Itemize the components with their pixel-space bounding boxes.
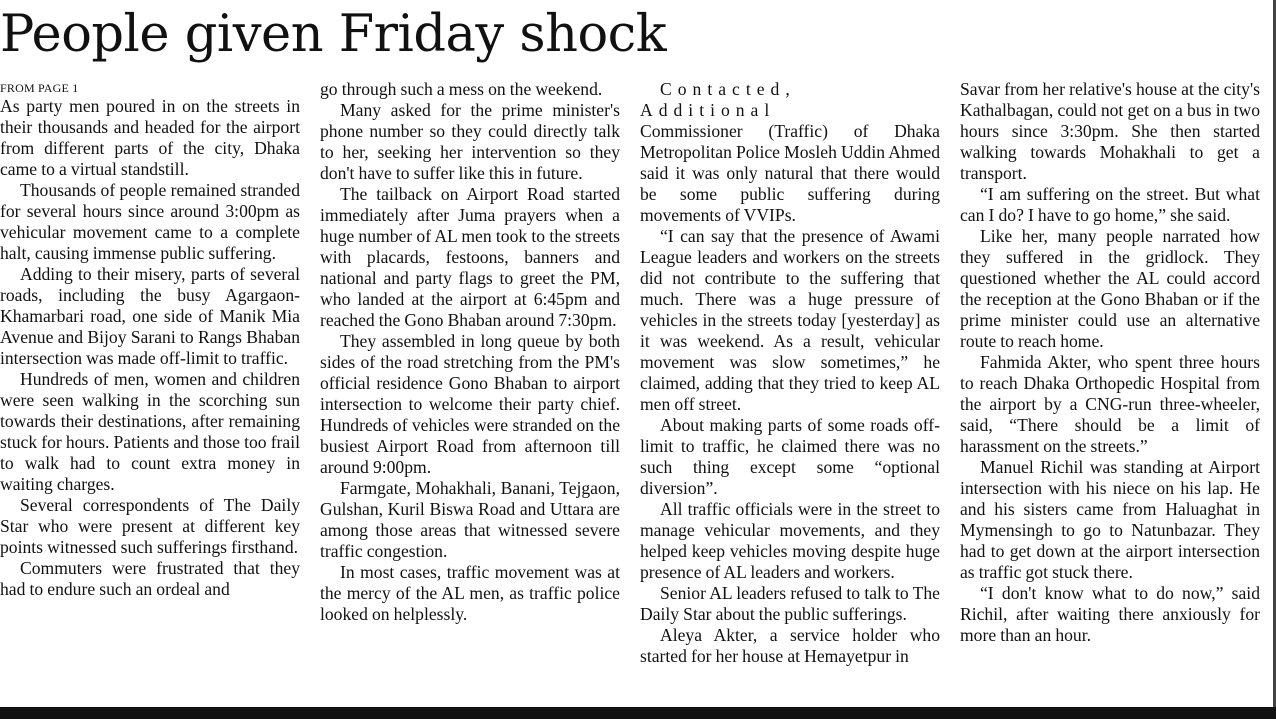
article-paragraph: Several correspondents of The Daily Star who were present at different key points witnessed such sufferings firsthand. xyxy=(0,495,300,557)
headline: People given Friday shock xyxy=(0,5,667,64)
article-paragraph: Fahmida Akter, who spent three hours to reach Dhaka Orthopedic Hospital from the airport by a CNG-run three-wheeler, said, “There should be a limit of harassment on the streets.” xyxy=(960,352,1260,456)
article-paragraph: Senior AL leaders refused to talk to The Daily Star about the public sufferings. xyxy=(640,583,940,624)
article-column-2 xyxy=(320,79,620,707)
article-paragraph: Commissioner (Traffic) of Dhaka Metropolitan Police Mosleh Uddin Ahmed said it was only natural that there would be some public suffering during movements of VVIPs. xyxy=(640,121,940,225)
article-paragraph: “I don't know what to do now,” said Richil, after waiting there anxiously for more than an hour. xyxy=(960,583,1260,645)
kicker-from-page: FROM PAGE 1 xyxy=(0,81,79,95)
article-paragraph: They assembled in long queue by both sides of the road stretching from the PM's official residence Gono Bhaban to airport intersection to welcome their party chief. Hundreds of vehicles were stranded on the busiest Airport Road from afternoon till around 9:00pm. xyxy=(320,331,620,477)
article-paragraph: All traffic officials were in the street to manage vehicular movements, and they helped keep vehicles moving despite huge presence of AL leaders and workers. xyxy=(640,499,940,582)
article-paragraph: Hundreds of men, women and children were seen walking in the scorching sun towards their destinations, after remaining stuck for hours. Patients and those too frail to walk had to count extra money in waiting charges. xyxy=(0,369,300,494)
article-paragraph: Savar from her relative's house at the city's Kathalbagan, could not get on a bus in two hours since 3:30pm. She then started walking towards Mohakhali to get a transport. xyxy=(960,79,1260,183)
article-paragraph: Thousands of people remained stranded for several hours since around 3:00pm as vehicular movement came to a complete halt, causing immense public suffering. xyxy=(0,180,300,263)
article-paragraph: Aleya Akter, a service holder who started for her house at Hemayetpur in xyxy=(640,625,940,666)
article-paragraph: In most cases, traffic movement was at the mercy of the AL men, as traffic police looked on helplessly. xyxy=(320,562,620,624)
bottom-border xyxy=(0,707,1276,719)
article-paragraph: Farmgate, Mohakhali, Banani, Tejgaon, Gulshan, Kuril Biswa Road and Uttara are among those areas that witnessed severe traffic congestion. xyxy=(320,478,620,561)
article-paragraph: Contacted, Additional xyxy=(640,79,796,120)
article-paragraph: Like her, many people narrated how they suffered in the gridlock. They questioned whether the AL could accord the reception at the Gono Bhaban or if the prime minister could use an alternative route to reach home. xyxy=(960,226,1260,351)
article-paragraph: Commuters were frustrated that they had to endure such an ordeal and xyxy=(0,558,300,599)
article-column-1 xyxy=(0,96,300,707)
article-paragraph: go through such a mess on the weekend. xyxy=(320,79,603,99)
article-paragraph: About making parts of some roads off-limit to traffic, he claimed there was no such thing except some “optional diversion”. xyxy=(640,415,940,498)
article-paragraph: “I can say that the presence of Awami League leaders and workers on the streets did not contribute to the suffering that much. There was a huge pressure of vehicles in the streets today [yesterday] as it was weekend. As a result, vehicular movement was slow sometimes,” he claimed, adding that they tried to keep AL men off street. xyxy=(640,226,940,414)
article-column-3 xyxy=(640,79,940,707)
article-paragraph: As party men poured in on the streets in their thousands and headed for the airport from different parts of the city, Dhaka came to a virtual standstill. xyxy=(0,96,300,179)
article-paragraph: Many asked for the prime minister's phone number so they could directly talk to her, seeking her intervention so they don't have to suffer like this in future. xyxy=(320,100,620,183)
article-paragraph: Adding to their misery, parts of several roads, including the busy Agargaon-Khamarbari road, one side of Manik Mia Avenue and Bijoy Sarani to Rangs Bhaban intersection was made off-limit to traffic. xyxy=(0,264,300,368)
article-paragraph: The tailback on Airport Road started immediately after Juma prayers when a huge number of AL men took to the streets with placards, festoons, banners and national and party flags to greet the PM, who landed at the airport at 6:45pm and reached the Gono Bhaban around 7:30pm. xyxy=(320,184,620,330)
article-paragraph: “I am suffering on the street. But what can I do? I have to go home,” she said. xyxy=(960,184,1260,225)
article-column-4 xyxy=(960,79,1260,707)
article-paragraph: Manuel Richil was standing at Airport intersection with his niece on his lap. He and his sisters came from Haluaghat in Mymensingh to go to Natunbazar. They had to get down at the airport intersection as traffic got stuck there. xyxy=(960,457,1260,582)
